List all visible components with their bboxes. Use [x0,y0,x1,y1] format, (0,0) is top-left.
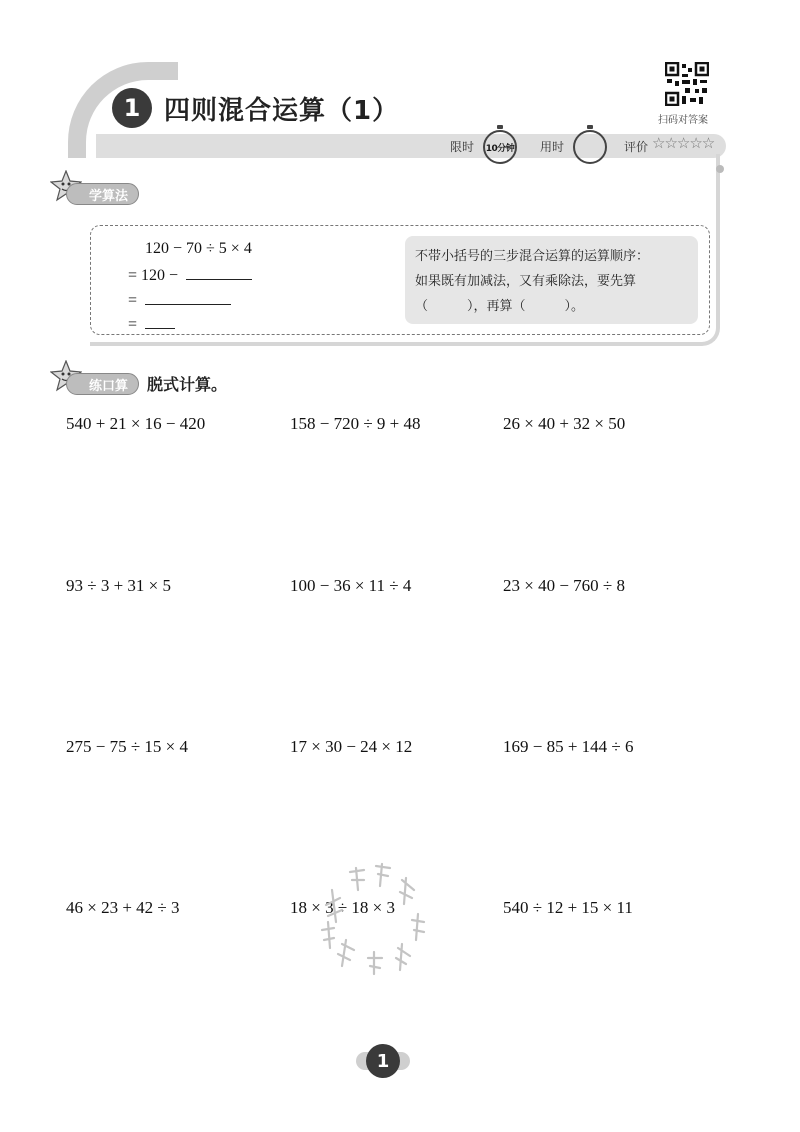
practice-tag [66,373,139,395]
practice-instruction: 脱式计算。 [147,375,228,394]
qr-label: 扫码对答案 [658,115,708,126]
header-banner-cap [150,62,178,80]
learn-method-tag-text: 学算法 [89,188,129,204]
problem-item: 23 × 40 − 760 ÷ 8 [503,576,626,595]
practice-tag-text: 练口算 [89,378,129,394]
qr-code-icon[interactable] [665,62,709,106]
lesson-number-badge: 1 [112,88,152,128]
connector-dot [716,165,724,173]
problem-item: 26 × 40 + 32 × 50 [503,414,626,433]
problem-item: 46 × 23 + 42 ÷ 3 [66,898,180,917]
problem-item: 275 − 75 ÷ 15 × 4 [66,737,189,756]
problem-item: 93 ÷ 3 + 31 × 5 [66,576,172,595]
example-step-2 [128,290,231,310]
problem-item: 158 − 720 ÷ 9 + 48 [290,414,421,433]
rule-note-line-3: （ ），再算（ ）。 [415,299,585,314]
problem-item: 540 ÷ 12 + 15 × 11 [503,898,633,917]
problem-item: 540 + 21 × 16 − 420 [66,414,206,433]
rating-stars[interactable]: ☆☆☆☆☆ [652,134,715,152]
time-used-label: 用时 [540,140,565,154]
example-step-1 [128,265,252,285]
watermark-stamp [306,850,436,980]
page-number: 1 [366,1044,400,1078]
problem-item: 17 × 30 − 24 × 12 [290,737,413,756]
time-limit-label: 限时 [450,140,475,154]
example-step-1-prefix: = 120 − [128,267,179,284]
learn-method-tag [66,183,139,205]
rule-note [405,236,698,324]
answer-blank-1[interactable] [186,265,252,280]
page-title: 四则混合运算（1） [164,96,400,126]
problem-item: 169 − 85 + 144 ÷ 6 [503,737,634,756]
time-limit-value: 10分钟 [485,143,515,154]
rating-label: 评价 [624,140,649,154]
problem-item: 18 × 3 ÷ 18 × 3 [290,898,396,917]
answer-blank-2[interactable] [145,290,231,305]
example-step-3 [128,314,175,334]
example-step-3-prefix: = [128,316,138,333]
problem-item: 100 − 36 × 11 ÷ 4 [290,576,412,595]
example-expression: 120 − 70 ÷ 5 × 4 [145,240,252,257]
rule-note-line-1: 不带小括号的三步混合运算的运算顺序： [415,249,650,264]
answer-blank-3[interactable] [145,314,175,329]
example-step-2-prefix: = [128,292,138,309]
rule-note-line-2: 如果既有加减法，又有乘除法，要先算 [415,274,637,289]
